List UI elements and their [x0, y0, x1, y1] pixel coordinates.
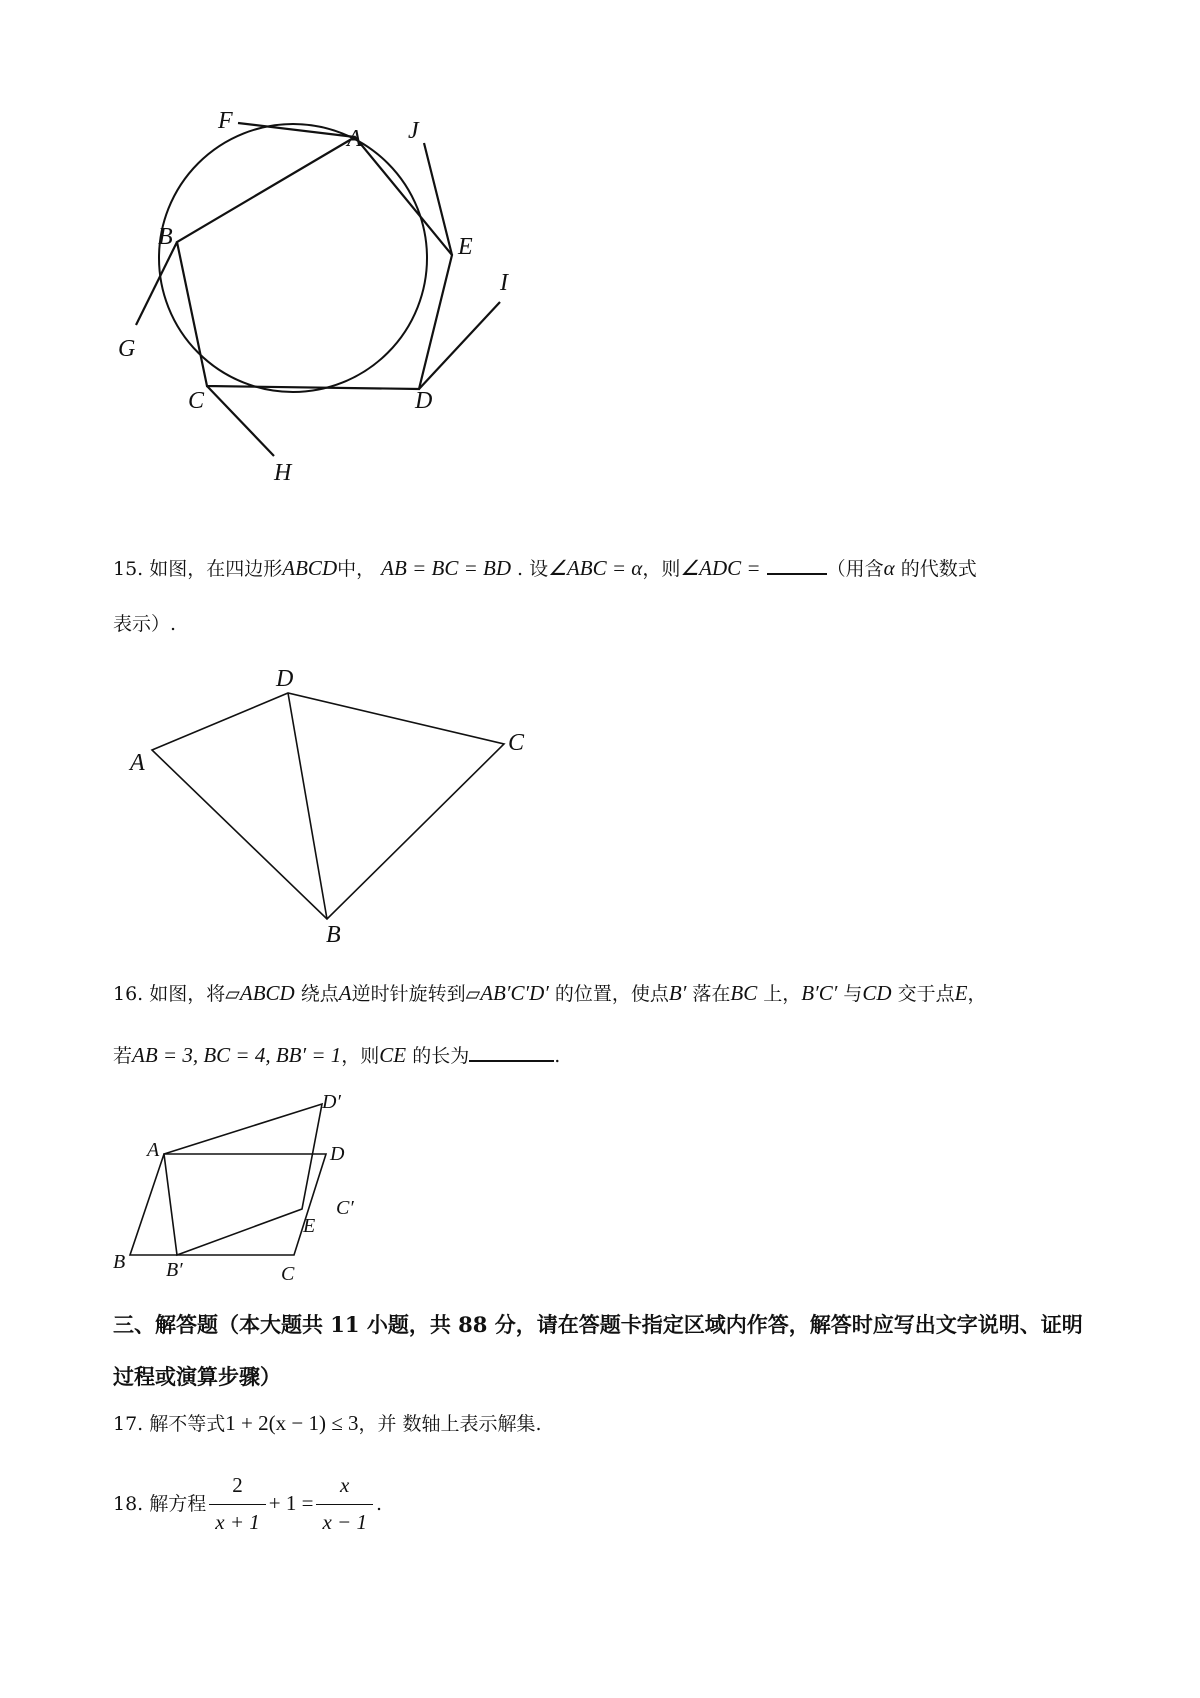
question-18-denominator-1: x + 1	[209, 1504, 266, 1539]
question-18-numerator-2: x	[340, 1473, 350, 1497]
question-15-text-1: 如图，在四边形	[149, 558, 283, 580]
rotated-parallelogram-diagram	[0, 0, 560, 1300]
question-17-text-3: 数轴上表示解集.	[402, 1413, 542, 1435]
label-b: B	[158, 224, 173, 250]
question-18-number: 18.	[113, 1492, 144, 1515]
label-g: G	[118, 336, 136, 362]
question-17	[113, 1408, 542, 1440]
label-d-prime: D′	[322, 1091, 341, 1113]
question-16-b-prime: B′	[668, 981, 687, 1005]
question-15-line-2: 表示）.	[113, 613, 177, 635]
question-18	[113, 1470, 382, 1538]
question-16-cd: CD	[862, 981, 892, 1005]
section-3-heading: 三、解答题（本大题共 11 小题，共 88 分，请在答题卡指定区域内作答，解答时应写出文字说明、证明过程或演算步骤）	[113, 1312, 1083, 1389]
question-16-point-e: E	[954, 981, 968, 1005]
question-16-abcd: ABCD	[239, 981, 295, 1005]
label-d: D	[276, 666, 294, 692]
question-15-number: 15.	[113, 558, 144, 580]
question-17-inequality: 1 + 2(x − 1) ≤ 3	[225, 1411, 359, 1435]
label-f: F	[218, 108, 233, 134]
question-15-alpha: α	[883, 556, 895, 580]
question-17-text-2: ，并	[358, 1413, 397, 1435]
question-16-text-6: 上，	[763, 983, 802, 1005]
question-16-end: .	[554, 1045, 561, 1067]
label-c: C	[281, 1263, 295, 1285]
question-16-text-10: 若	[113, 1045, 133, 1067]
question-17-number: 17.	[113, 1413, 144, 1435]
label-b: B	[113, 1251, 126, 1273]
question-16-given: AB = 3, BC = 4, BB′ = 1	[132, 1043, 342, 1067]
question-15-abcd: ABCD	[282, 556, 338, 580]
label-e: E	[458, 234, 473, 260]
question-16-bc-prime: B′C′	[801, 981, 838, 1005]
parallelogram-abcd	[130, 1154, 326, 1255]
question-16-number: 16.	[113, 983, 144, 1005]
label-d: D	[415, 388, 433, 414]
question-15-text-3: . 设	[517, 558, 549, 580]
label-c: C	[188, 388, 205, 414]
question-15-angle-abc: ∠ABC = α	[548, 556, 643, 580]
label-j: J	[408, 118, 419, 144]
question-15-text-4: ，则	[642, 558, 681, 580]
label-c-prime: C′	[336, 1197, 354, 1219]
question-16-text-7: 与	[843, 983, 863, 1005]
label-i: I	[500, 270, 508, 296]
question-18-end: .	[375, 1492, 383, 1515]
question-15-angle-adc: ∠ADC =	[680, 556, 761, 580]
question-18-text-1: 解方程	[149, 1492, 207, 1515]
question-16-text-8: 交于点	[897, 983, 955, 1005]
label-c: C	[508, 730, 525, 756]
question-16-ce: CE	[379, 1043, 407, 1067]
question-15-text-6: 的代数式	[900, 558, 977, 580]
label-d: D	[330, 1143, 345, 1165]
figure-rotated-parallelogram	[0, 0, 560, 1300]
label-b-prime: B′	[166, 1259, 183, 1281]
label-e: E	[303, 1215, 316, 1237]
question-16-text-2: 绕点	[300, 983, 339, 1005]
question-15-equality: AB = BC = BD	[381, 556, 511, 580]
label-h: H	[274, 460, 292, 486]
question-16-text-11: ，则	[341, 1045, 380, 1067]
parallelogram-ab-prime-c-prime-d-prime	[164, 1104, 322, 1255]
question-16-text-12: 的长为	[412, 1045, 470, 1067]
question-16-abcd-prime: AB′C′D′	[480, 981, 549, 1005]
question-16-text-5: 落在	[692, 983, 731, 1005]
question-15-text-2: 中，	[337, 558, 376, 580]
question-17-text-1: 解不等式	[149, 1413, 226, 1435]
question-18-numerator-1: 2	[232, 1473, 243, 1497]
label-a: A	[347, 126, 362, 152]
question-16-bc: BC	[730, 981, 758, 1005]
label-b: B	[326, 922, 341, 948]
question-16-point-a: A	[338, 981, 352, 1005]
question-16-text-3: 逆时针旋转到▱	[351, 983, 481, 1005]
question-16-text-4: 的位置，使点	[554, 983, 669, 1005]
question-16-text-1: 如图，将▱	[149, 983, 240, 1005]
question-18-middle: + 1 =	[268, 1491, 314, 1516]
question-18-denominator-2: x − 1	[316, 1504, 373, 1539]
question-18-fraction-1	[209, 1470, 266, 1538]
question-15-text-5: （用含	[826, 558, 884, 580]
question-18-fraction-2	[316, 1470, 373, 1538]
label-a: A	[147, 1139, 160, 1161]
label-a: A	[130, 750, 145, 776]
question-15-answer-blank[interactable]	[767, 555, 827, 575]
question-16-text-9: ，	[967, 983, 987, 1005]
